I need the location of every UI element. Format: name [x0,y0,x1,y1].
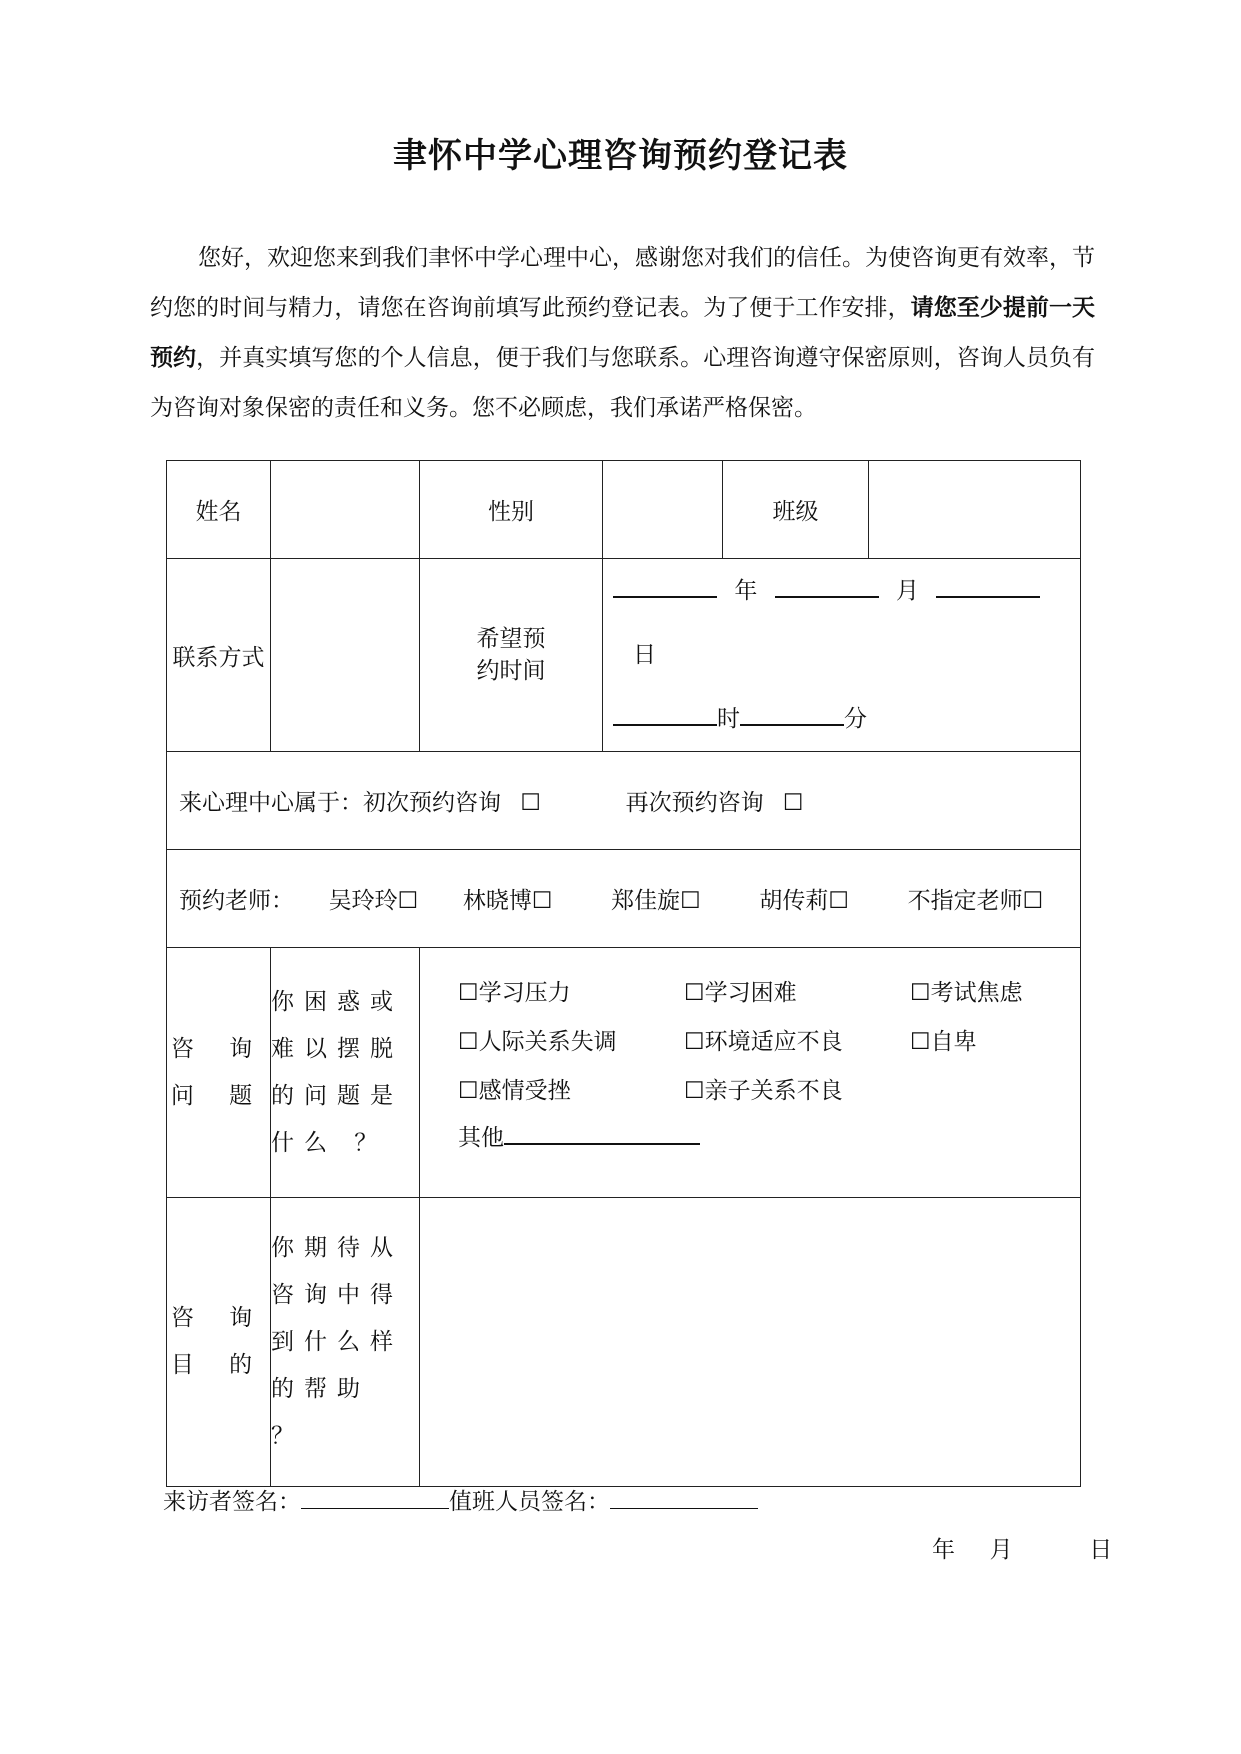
issue-option-label: 考试焦虑 [930,980,1023,1006]
year-unit: 年 [734,578,758,604]
contact-label: 联系方式 [172,644,265,671]
name-label: 姓名 [195,499,242,525]
issue-checkbox[interactable]: ☐ [458,1078,479,1104]
teacher-1-checkbox[interactable]: ☐ [397,888,419,914]
issue-option-label: 人际关系失调 [478,1029,617,1055]
teacher-option-2: 林晓博 [462,888,532,914]
time-label-line1: 希望预 [476,626,546,652]
sign-date-year: 年 [932,1537,955,1563]
teacher-3-checkbox[interactable]: ☐ [680,888,701,914]
teacher-4-checkbox[interactable]: ☐ [828,888,849,914]
visit-again-label: 再次预约咨询 [625,790,764,816]
issue-option[interactable] [458,1023,684,1056]
signature-line [163,1483,758,1516]
time-line [603,687,1080,751]
sign-date-day: 日 [1089,1537,1113,1563]
issue-label-line1: 咨 询 [170,1035,267,1062]
time-label-line2: 约时间 [476,658,546,684]
class-label: 班级 [772,499,819,525]
issue-options-cell [420,948,1081,1198]
hour-blank[interactable] [613,702,717,726]
issue-question-line2: 难以摆脱 [271,1035,403,1062]
visit-type-label: 来心理中心属于： [179,790,363,816]
class-label-cell [723,461,869,559]
visit-again-checkbox[interactable]: ☐ [782,790,804,816]
month-blank[interactable] [775,574,879,598]
hour-unit: 时 [717,706,740,732]
issue-option[interactable] [458,1072,684,1105]
name-field[interactable] [271,461,420,559]
purpose-label-line2: 目 的 [170,1352,267,1378]
teacher-option-3: 郑佳旋 [611,888,681,914]
class-field[interactable] [869,461,1081,559]
intro-text-1: 您好，欢迎您来到我们聿怀中学心理中心，感谢您对我们的信任。为使咨询更有效率，节约您的时间与精力，请您在咨询前填写此预约登记表。为了便于工作安排， [150,245,1095,321]
visit-first-label: 初次预约咨询 [363,790,501,816]
issue-option[interactable] [684,1023,910,1056]
day-blank[interactable] [936,574,1040,598]
gender-label-cell [420,461,603,559]
purpose-question-line3: 到什么样 [271,1328,403,1355]
purpose-label-line1: 咨 询 [170,1305,267,1331]
issue-question-cell [271,948,420,1198]
intro-paragraph [150,233,1095,433]
issue-checkbox[interactable]: ☐ [910,1029,931,1055]
minute-blank[interactable] [740,702,844,726]
teacher-2-checkbox[interactable]: ☐ [531,888,553,914]
intro-bold-notice: 请您至少提前一天预约 [150,294,1096,371]
issue-checkbox[interactable]: ☐ [458,980,479,1006]
visit-type-row [167,752,1081,850]
day-unit: 日 [633,642,656,668]
teacher-label: 预约老师： [179,888,294,914]
visit-first-checkbox[interactable]: ☐ [520,790,541,816]
issue-option-label: 学习困难 [704,980,797,1006]
year-blank[interactable] [613,574,717,598]
contact-label-cell [167,559,271,752]
teacher-option-4: 胡传莉 [759,888,829,914]
purpose-answer-field[interactable] [420,1198,1081,1487]
time-label-cell [420,559,603,752]
issue-options-grid [420,974,1080,1105]
name-label-cell [167,461,271,559]
issue-checkbox[interactable]: ☐ [684,1029,705,1055]
issue-checkbox[interactable]: ☐ [684,1078,705,1104]
gender-field[interactable] [603,461,723,559]
contact-field[interactable] [271,559,420,752]
issue-option[interactable] [684,974,910,1007]
issue-option[interactable] [458,974,684,1007]
sign-date-month: 月 [989,1537,1013,1563]
sign-date [932,1531,1112,1564]
teacher-option-5: 不指定老师 [907,888,1023,914]
issue-option-label: 学习压力 [478,980,571,1006]
issue-question-line4: 什么 ？ [271,1129,388,1156]
issue-checkbox[interactable]: ☐ [458,1029,479,1055]
issue-option[interactable] [684,1072,910,1105]
date-line [603,559,1080,687]
month-unit: 月 [895,578,919,604]
issue-other-label: 其他 [458,1125,504,1151]
issue-option[interactable] [910,1023,1070,1056]
issue-option-label: 亲子关系不良 [704,1078,843,1104]
issue-other-blank[interactable] [504,1121,700,1145]
issue-option[interactable] [910,974,1070,1007]
issue-question-line3: 的问题是 [271,1082,403,1109]
gender-label: 性别 [488,499,534,525]
issue-label-cell [167,948,271,1198]
teacher-option-1: 吴玲玲 [328,888,398,914]
issue-option-label: 自卑 [930,1029,977,1055]
issue-other-line [420,1119,1080,1152]
minute-unit: 分 [844,706,867,732]
issue-checkbox[interactable]: ☐ [910,980,931,1006]
visitor-sign-label: 来访者签名： [163,1489,301,1515]
purpose-question-line2: 咨询中得 [271,1281,403,1308]
purpose-question-cell [271,1198,420,1487]
staff-sign-blank[interactable] [610,1486,758,1509]
purpose-question-line1: 你期待从 [271,1234,403,1261]
purpose-question-line4: 的帮助 ？ [271,1375,370,1449]
registration-table [166,460,1081,1487]
issue-option-label: 感情受挫 [478,1078,571,1104]
staff-sign-label: 值班人员签名： [449,1489,610,1515]
issue-checkbox[interactable]: ☐ [684,980,705,1006]
issue-label-line2: 问 题 [170,1082,267,1109]
teacher-5-checkbox[interactable]: ☐ [1022,888,1044,914]
teacher-row [167,850,1081,948]
time-field-cell [603,559,1081,752]
purpose-label-cell [167,1198,271,1487]
intro-text-2: ，并真实填写您的个人信息，便于我们与您联系。心理咨询遵守保密原则，咨询人员负有为咨询对象保密的责任和义务。您不必顾虑，我们承诺严格保密。 [150,345,1096,421]
issue-question-line1: 你困惑或 [271,988,403,1015]
issue-option-label: 环境适应不良 [704,1029,843,1055]
form-title: 聿怀中学心理咨询预约登记表 [393,136,848,176]
visitor-sign-blank[interactable] [301,1486,449,1509]
